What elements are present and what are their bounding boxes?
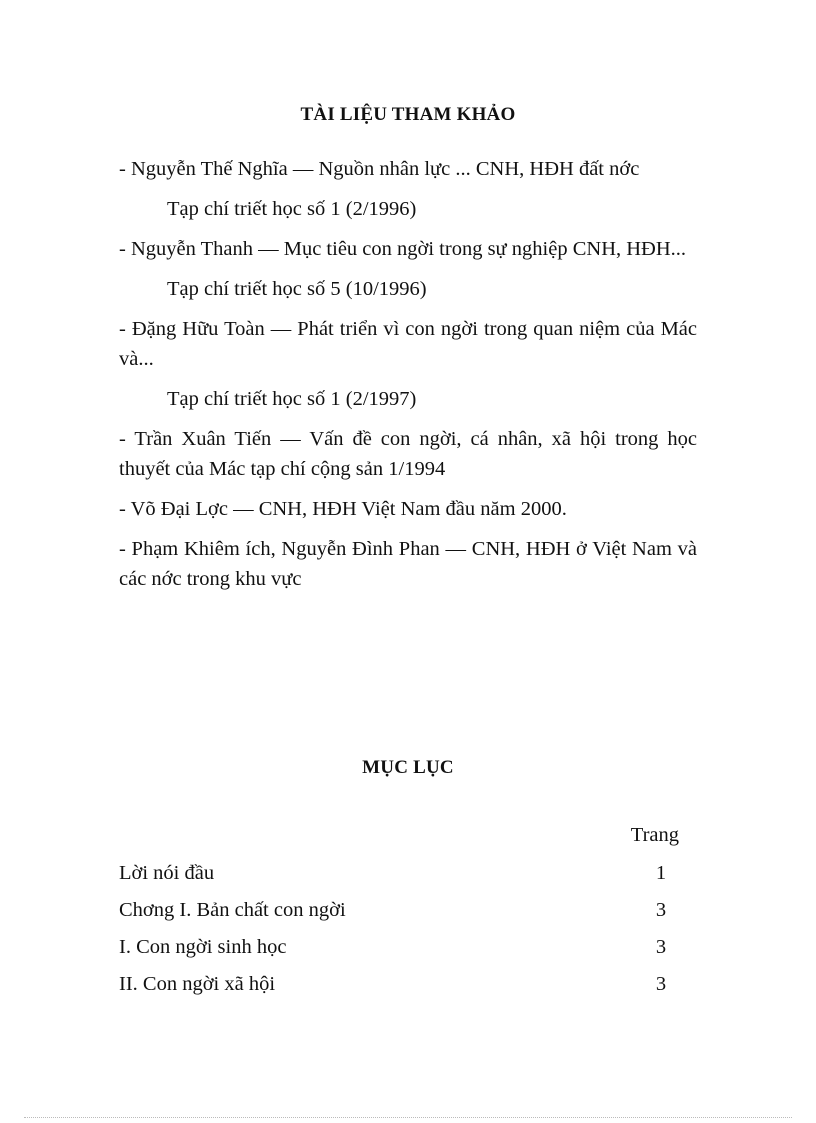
reference-item-5: - Võ Đại Lợc — CNH, HĐH Việt Nam đầu năm 2000. [119, 498, 567, 520]
reference-source-2: Tạp chí triết học số 5 (10/1996) [167, 278, 427, 300]
toc-row-page: 3 [655, 899, 667, 921]
toc-row [119, 892, 679, 929]
toc-row-label: Chơng I. Bản chất con ngời [119, 899, 346, 921]
references-list [119, 154, 697, 594]
toc-title: MỤC LỤC [362, 757, 454, 778]
reference-item-4: - Trần Xuân Tiến — Vấn đề con ngời, cá nhân, xã hội trong học thuyết của Mác tạp chí cộng sản 1/1994 [119, 428, 697, 480]
page-bottom-divider [24, 1117, 792, 1118]
reference-item-2: - Nguyễn Thanh — Mục tiêu con ngời trong sự nghiệp CNH, HĐH... [119, 238, 687, 260]
reference-item-3: - Đặng Hữu Toàn — Phát triển vì con ngời trong quan niệm của Mác và... [119, 318, 697, 370]
toc-row-page: 1 [655, 862, 667, 884]
toc-row-label: Lời nói đầu [119, 862, 215, 884]
toc-page-header: Trang [630, 824, 679, 846]
toc-row-label: II. Con ngời xã hội [119, 973, 276, 995]
toc-row-page: 3 [655, 973, 667, 995]
reference-source-1: Tạp chí triết học số 1 (2/1996) [167, 198, 417, 220]
reference-item-6: - Phạm Khiêm ích, Nguyễn Đình Phan — CNH, HĐH ở Việt Nam và các nớc trong khu vực [119, 538, 697, 590]
toc-row-page: 3 [655, 936, 667, 958]
references-title: TÀI LIỆU THAM KHẢO [300, 104, 516, 125]
reference-source-3: Tạp chí triết học số 1 (2/1997) [167, 388, 417, 410]
toc-row-label: I. Con ngời sinh học [119, 936, 287, 958]
table-of-contents [119, 820, 679, 1003]
toc-row [119, 855, 679, 892]
reference-item-1: - Nguyễn Thế Nghĩa — Nguồn nhân lực ... CNH, HĐH đất nớc [119, 158, 640, 180]
toc-row [119, 929, 679, 966]
toc-row [119, 966, 679, 1003]
